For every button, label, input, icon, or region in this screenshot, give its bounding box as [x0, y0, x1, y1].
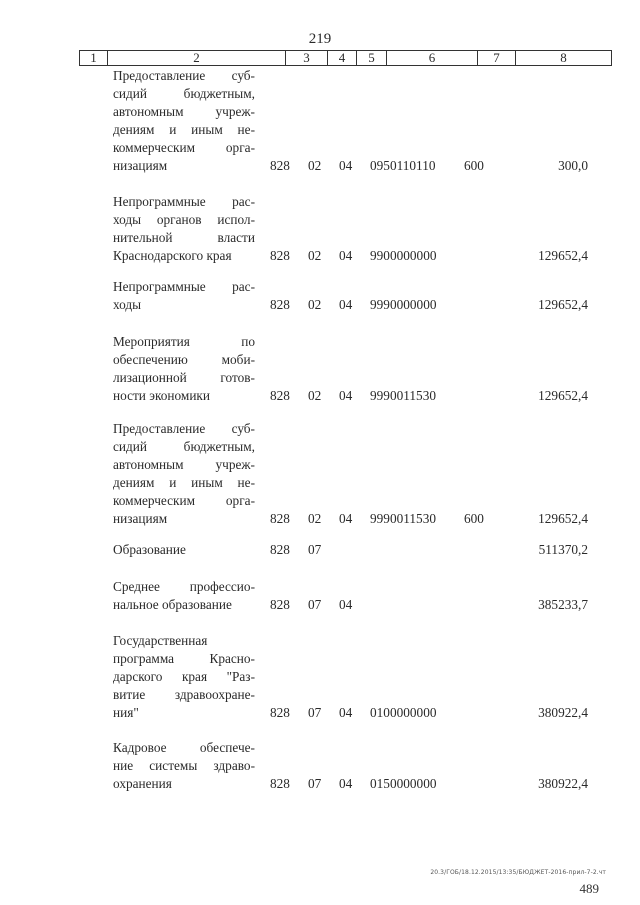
column-header-2: 2 — [107, 51, 285, 65]
row-name-line: Мероприятия по — [113, 334, 255, 349]
row-cell-c6: 0100000000 — [370, 705, 437, 720]
row-cell-c4: 02 — [308, 248, 322, 263]
row-name — [113, 541, 255, 559]
column-header-8: 8 — [515, 51, 611, 65]
row-cell-c4: 02 — [308, 158, 322, 173]
row-name-line: ности экономики — [113, 388, 211, 403]
row-name-line: Непрограммные рас- — [113, 279, 255, 294]
row-cell-c8: 129652,4 — [538, 511, 588, 526]
row-cell-c6: 9990011530 — [370, 388, 436, 403]
row-name — [113, 420, 255, 528]
row-cell-c4: 02 — [308, 297, 322, 312]
row-cell-c4: 07 — [308, 542, 322, 557]
row-name — [113, 193, 255, 265]
row-cell-c6: 0950110110 — [370, 158, 436, 173]
row-cell-c3: 828 — [270, 597, 290, 612]
row-name-line: коммерческим орга- — [113, 140, 255, 155]
row-name-line: сидий бюджетным, — [113, 86, 255, 101]
row-cell-c5: 04 — [339, 705, 353, 720]
row-name-line: Кадровое обеспече- — [113, 740, 255, 755]
row-cell-c7: 600 — [464, 511, 484, 526]
row-cell-c3: 828 — [270, 248, 290, 263]
row-cell-c6: 9900000000 — [370, 248, 437, 263]
row-name-line: ние системы здраво- — [113, 758, 255, 773]
row-cell-c3: 828 — [270, 297, 290, 312]
row-cell-c4: 02 — [308, 388, 322, 403]
column-header-5: 5 — [356, 51, 386, 65]
row-cell-c3: 828 — [270, 776, 290, 791]
row-cell-c4: 07 — [308, 776, 322, 791]
row-name-line: Образование — [113, 542, 186, 557]
row-cell-c3: 828 — [270, 511, 290, 526]
row-cell-c3: 828 — [270, 542, 290, 557]
row-name-line: автономным учреж- — [113, 104, 255, 119]
row-cell-c3: 828 — [270, 158, 290, 173]
row-cell-c5: 04 — [339, 248, 353, 263]
row-cell-c8: 129652,4 — [538, 297, 588, 312]
row-name-line: программа Красно- — [113, 651, 255, 666]
column-header-4: 4 — [327, 51, 356, 65]
footer-document-code: 20.3/ГОБ/18.12.2015/13:35/БЮДЖЕТ-2016-прил-7-2.чт — [430, 869, 606, 876]
column-header-6: 6 — [386, 51, 477, 65]
row-cell-c4: 07 — [308, 705, 322, 720]
row-cell-c8: 511370,2 — [538, 542, 588, 557]
row-name-line: нальное образование — [113, 597, 232, 612]
row-name-line: обеспечению моби- — [113, 352, 255, 367]
row-name-line: ходы органов испол- — [113, 212, 255, 227]
row-name-line: Государственная — [113, 633, 208, 648]
row-cell-c5: 04 — [339, 297, 353, 312]
row-name-line: сидий бюджетным, — [113, 439, 255, 454]
row-name — [113, 67, 255, 175]
column-header-1: 1 — [90, 50, 97, 65]
row-cell-c8: 380922,4 — [538, 776, 588, 791]
row-cell-c6: 9990000000 — [370, 297, 437, 312]
row-name-line: витие здравоохране- — [113, 687, 255, 702]
row-name-line: коммерческим орга- — [113, 493, 255, 508]
row-cell-c7: 600 — [464, 158, 484, 173]
row-cell-c8: 380922,4 — [538, 705, 588, 720]
row-cell-c8: 300,0 — [558, 158, 588, 173]
row-name-line: ходы — [113, 297, 142, 312]
row-name-line: автономным учреж- — [113, 457, 255, 472]
row-cell-c8: 129652,4 — [538, 248, 588, 263]
footer-page-number: 489 — [579, 881, 599, 896]
row-name — [113, 278, 255, 314]
row-cell-c3: 828 — [270, 705, 290, 720]
row-cell-c5: 04 — [339, 511, 353, 526]
page-number: 219 — [308, 31, 332, 47]
row-name — [113, 578, 255, 614]
row-cell-c3: 828 — [270, 388, 290, 403]
row-name — [113, 739, 255, 793]
column-header-3: 3 — [285, 51, 327, 65]
row-cell-c6: 0150000000 — [370, 776, 437, 791]
row-cell-c4: 02 — [308, 511, 322, 526]
row-name-line: Непрограммные рас- — [113, 194, 255, 209]
row-cell-c8: 385233,7 — [538, 597, 588, 612]
row-cell-c8: 129652,4 — [538, 388, 588, 403]
row-name-line: лизационной готов- — [113, 370, 255, 385]
row-name-line: Предоставление суб- — [113, 421, 255, 436]
row-name-line: дениям и иным не- — [113, 122, 255, 137]
row-name-line: низациям — [113, 158, 168, 173]
row-name-line: дарского края "Раз- — [113, 669, 255, 684]
row-name-line: дениям и иным не- — [113, 475, 255, 490]
row-name-line: Предоставление суб- — [113, 68, 255, 83]
row-name-line: Краснодарского края — [113, 248, 232, 263]
row-cell-c6: 9990011530 — [370, 511, 436, 526]
row-name-line: ния" — [113, 705, 139, 720]
row-name — [113, 632, 255, 722]
row-name-line: охранения — [113, 776, 172, 791]
row-cell-c5: 04 — [339, 388, 353, 403]
row-name-line: Среднее профессио- — [113, 579, 255, 594]
row-cell-c4: 07 — [308, 597, 322, 612]
row-name — [113, 333, 255, 405]
row-name-line: нительной власти — [113, 230, 255, 245]
row-name-line: низациям — [113, 511, 168, 526]
row-cell-c5: 04 — [339, 158, 353, 173]
row-cell-c5: 04 — [339, 776, 353, 791]
column-header-7: 7 — [477, 51, 515, 65]
row-cell-c5: 04 — [339, 597, 353, 612]
column-header-row — [79, 50, 612, 66]
